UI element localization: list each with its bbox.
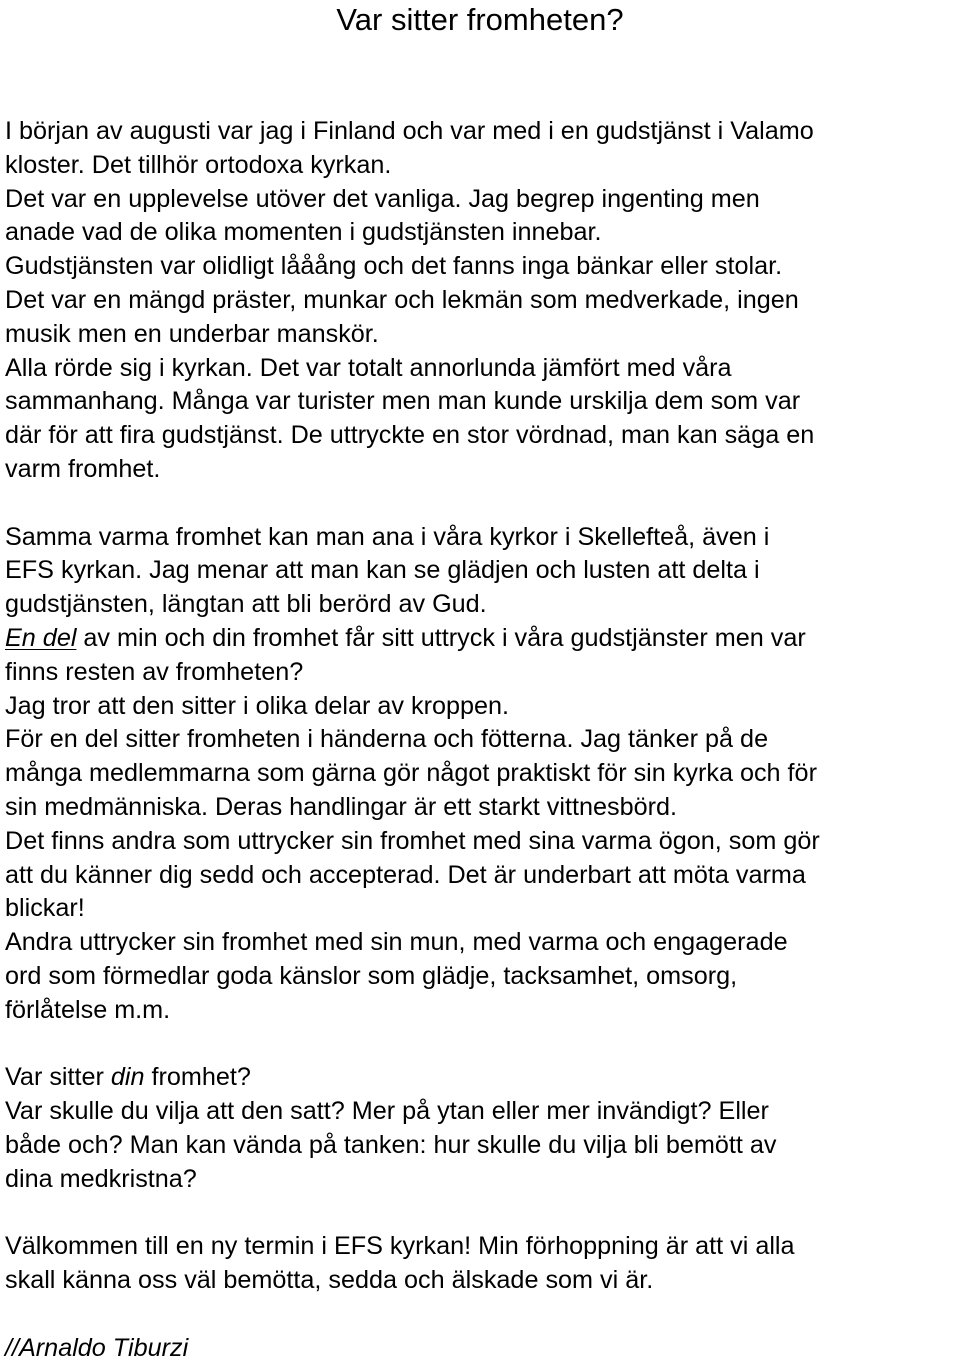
text-line: Det finns andra som uttrycker sin fromhet med sina varma ögon, som gör — [5, 826, 820, 855]
signature: //Arnaldo Tiburzi — [5, 1333, 189, 1362]
text-line: Det var en mängd präster, munkar och lekmän som medverkade, ingen — [5, 285, 799, 314]
text-line: Andra uttrycker sin fromhet med sin mun, med varma och engagerade — [5, 928, 788, 957]
text-line: ord som förmedlar goda känslor som glädje, tacksamhet, omsorg, — [5, 961, 738, 990]
emphasized-phrase: En del — [5, 623, 77, 652]
article-body — [5, 115, 955, 1365]
text-line — [5, 1061, 955, 1095]
text-fragment: Var sitter — [5, 1063, 111, 1092]
text-line: musik men en underbar manskör. — [5, 319, 379, 348]
text-line: Välkommen till en ny termin i EFS kyrkan! Min förhoppning är att vi alla — [5, 1232, 795, 1261]
text-line: anade vad de olika momenten i gudstjänsten innebar. — [5, 218, 602, 247]
text-line: Alla rörde sig i kyrkan. Det var totalt annorlunda jämfört med våra — [5, 353, 732, 382]
text-fragment: fromhet? — [144, 1063, 251, 1092]
text-line: att du känner dig sedd och accepterad. Det är underbart att möta varma — [5, 860, 806, 889]
paragraph-gap — [5, 1298, 955, 1332]
text-line: EFS kyrkan. Jag menar att man kan se glädjen och lusten att delta i — [5, 556, 760, 585]
text-line: För en del sitter fromheten i händerna och fötterna. Jag tänker på de — [5, 725, 769, 754]
text-line: blickar! — [5, 894, 85, 923]
page-title: Var sitter fromheten? — [336, 2, 624, 37]
text-line: Det var en upplevelse utöver det vanliga. Jag begrep ingenting men — [5, 184, 760, 213]
text-line: kloster. Det tillhör ortodoxa kyrkan. — [5, 150, 392, 179]
text-line: Samma varma fromhet kan man ana i våra kyrkor i Skellefteå, även i — [5, 522, 770, 551]
text-line: Var skulle du vilja att den satt? Mer på ytan eller mer invändigt? Eller — [5, 1097, 769, 1126]
text-line: dina medkristna? — [5, 1164, 197, 1193]
paragraph-gap — [5, 1197, 955, 1231]
text-fragment: av min och din fromhet får sitt uttryck i våra gudstjänster men var — [76, 623, 806, 652]
text-line: många medlemmarna som gärna gör något praktiskt för sin kyrka och för — [5, 759, 817, 788]
paragraph-gap — [5, 1028, 955, 1062]
text-line: varm fromhet. — [5, 454, 161, 483]
text-line: där för att fira gudstjänst. De uttryckte en stor vördnad, man kan säga en — [5, 421, 815, 450]
paragraph-gap — [5, 487, 955, 521]
text-line: I början av augusti var jag i Finland och var med i en gudstjänst i Valamo — [5, 117, 814, 145]
text-line: skall känna oss väl bemötta, sedda och älskade som vi är. — [5, 1266, 654, 1295]
text-line: Gudstjänsten var olidligt lååång och det fanns inga bänkar eller stolar. — [5, 252, 783, 281]
emphasized-word: din — [110, 1063, 145, 1092]
text-line: både och? Man kan vända på tanken: hur skulle du vilja bli bemött av — [5, 1130, 777, 1159]
text-line: sin medmänniska. Deras handlingar är ett starkt vittnesbörd. — [5, 792, 677, 821]
text-line: sammanhang. Många var turister men man kunde urskilja dem som var — [5, 387, 801, 416]
text-line: förlåtelse m.m. — [5, 995, 171, 1024]
text-line: gudstjänsten, längtan att bli berörd av Gud. — [5, 590, 487, 619]
text-line: Jag tror att den sitter i olika delar av kroppen. — [5, 691, 510, 720]
text-line: finns resten av fromheten? — [5, 657, 304, 686]
text-line — [5, 622, 955, 656]
